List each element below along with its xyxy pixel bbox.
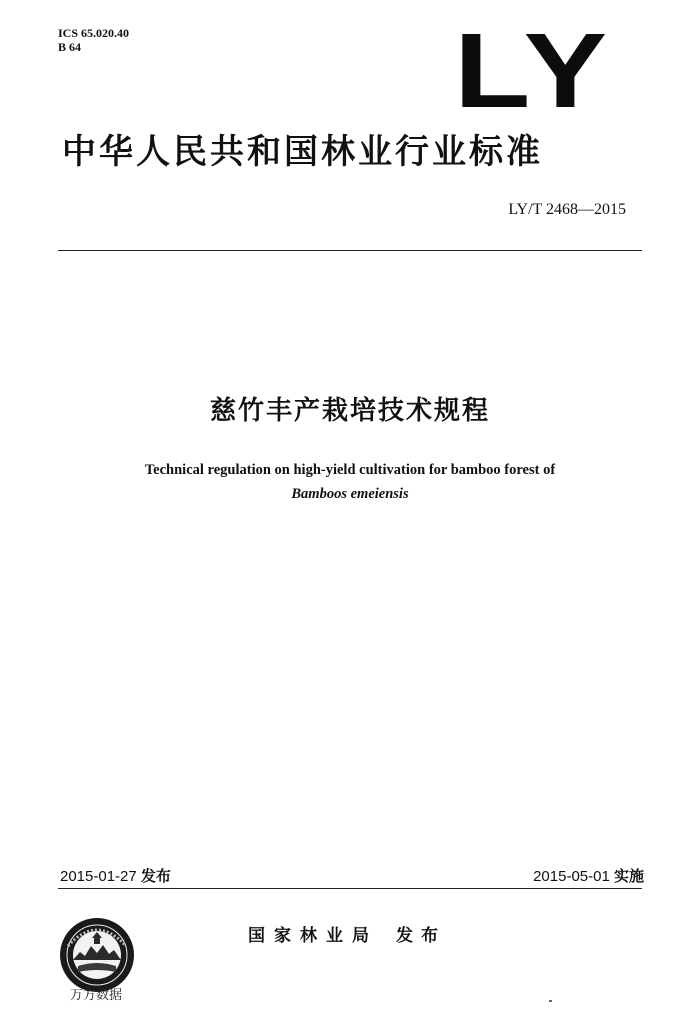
publisher-name: 国家林业局 [248,926,378,946]
issue-date [60,866,171,887]
top-divider [58,250,642,251]
classification-codes [58,26,129,54]
species-name: Bamboos emeiensis [291,486,409,502]
official-seal-icon [58,916,136,994]
issue-date-value: 2015-01-27 [60,868,137,885]
standard-category-title: 中华人民共和国林业行业标准 [62,132,543,172]
bottom-divider [58,888,642,889]
ics-code: ICS 65.020.40 [58,26,130,40]
watermark-text: 万方数据 [70,988,123,1003]
document-title-en [0,458,700,506]
scan-speck [549,1000,552,1002]
effective-date [533,866,644,887]
effective-date-value: 2015-05-01 [533,868,610,885]
standard-code: LY/T 2468—2015 [508,201,626,218]
issue-date-label: 发布 [140,867,171,885]
publish-verb: 发布 [396,926,446,946]
document-title-cn: 慈竹丰产栽培技术规程 [209,396,490,426]
ly-standard-mark: LY [454,12,612,130]
effective-date-label: 实施 [613,867,644,885]
document-title-en-line: Technical regulation on high-yield cultivation for bamboo forest of [144,462,556,478]
ccs-code: B 64 [58,40,82,54]
publisher [248,924,446,948]
